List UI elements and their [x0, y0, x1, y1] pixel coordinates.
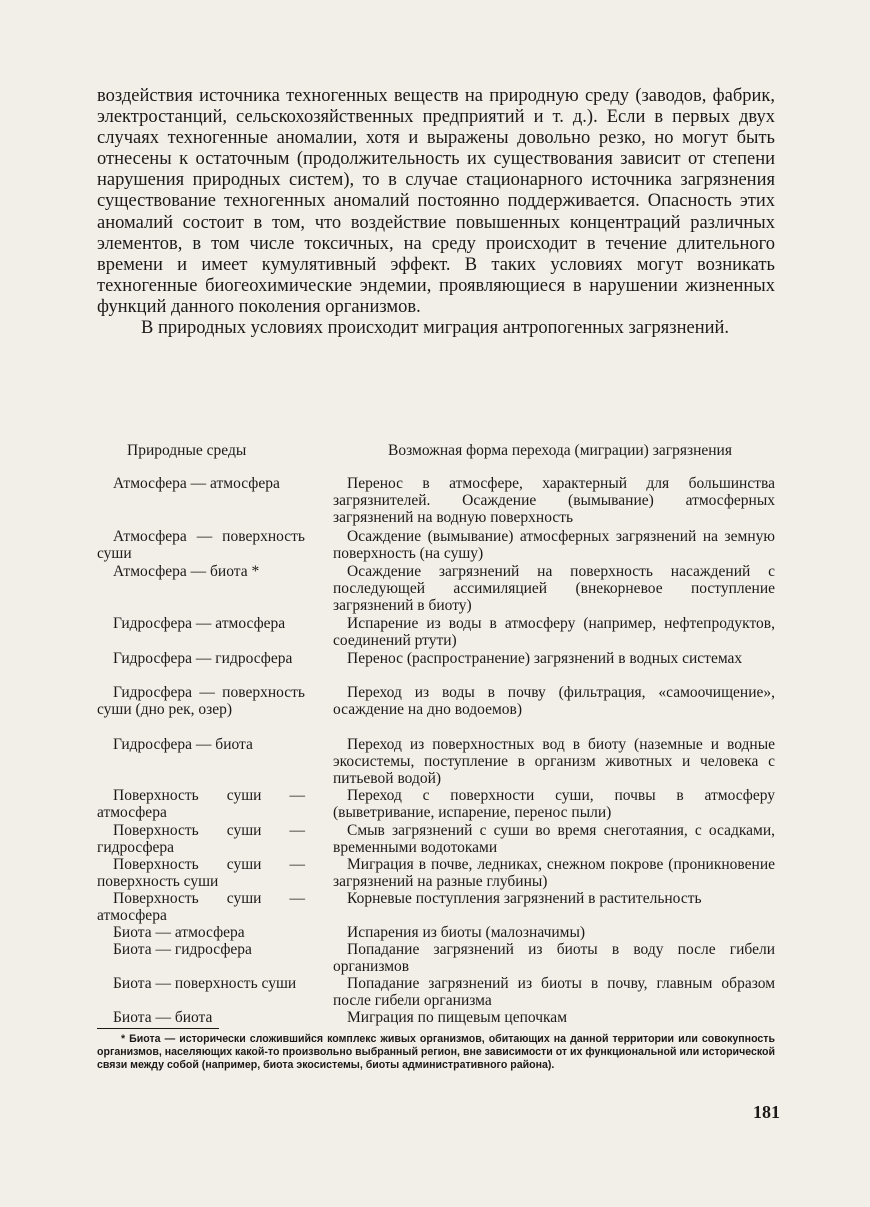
row-media: Биота — гидросфера: [113, 941, 252, 958]
header-migration-form: Возможная форма перехода (миграции) загрязнения: [388, 442, 732, 459]
row-migration: Переход с поверхности суши, почвы в атмосферу (выветривание, испарение, перенос пыли): [333, 787, 775, 822]
row-media: Поверхность суши — гидросфера: [97, 822, 305, 857]
footnote: * Биота — исторически сложившийся комплекс живых организмов, обитающих на данной территории или совокупность организмов, населяющих какой-то произвольно выбранный регион, вне зависимости от их функциональной или исторической связи между собой (например, биота экосистемы, биоты административного района).: [97, 1033, 776, 1072]
row-migration: Перенос (распространение) загрязнений в водных системах: [347, 650, 743, 667]
row-migration: Осаждение загрязнений на поверхность насаждений с последующей ассимиляцией (внекорневое поступление загрязнений в биоту): [333, 563, 775, 615]
row-migration: Миграция в почве, ледниках, снежном покрове (проникновение загрязнений на разные глубины): [333, 856, 775, 891]
row-migration: Переход из воды в почву (фильтрация, «самоочищение», осаждение на дно водоемов): [333, 684, 775, 719]
row-media: Биота — поверхность суши: [113, 975, 297, 992]
row-media: Атмосфера — атмосфера: [113, 475, 280, 492]
main-text: [97, 86, 775, 339]
paragraph: воздействия источника техногенных веществ на природную среду (заводов, фабрик, электростанций, сельскохозяйственных предприятий и т. д.). Если в первых двух случаях техногенные аномалии, хотя и выражены довольно резко, но могут быть отнесены к остаточным (продолжительность их существования зависит от степени нарушения природных систем), то в случае стационарного источника загрязнения существование техногенных аномалий постоянно поддерживается. Опасность этих аномалий состоит в том, что воздействие повышенных концентраций различных элементов, в том числе токсичных, на среду происходит в течение длительного времени и имеет кумулятивный эффект. В таких условиях могут возникать техногенные биогеохимические эндемии, проявляющиеся в нарушении жизненных функций данного поколения организмов.: [97, 86, 775, 317]
row-migration: Испарения из биоты (малозначимы): [347, 924, 586, 941]
row-media: Поверхность суши — атмосфера: [97, 787, 305, 822]
row-media: Поверхность суши — атмосфера: [97, 890, 305, 925]
row-media: Гидросфера — гидросфера: [113, 650, 293, 667]
row-migration: Попадание загрязнений из биоты в воду после гибели организмов: [333, 941, 775, 976]
row-media: Гидросфера — поверхность суши (дно рек, озер): [97, 684, 305, 719]
row-media: Гидросфера — биота: [113, 736, 253, 753]
header-natural-media: Природные среды: [127, 442, 247, 459]
row-migration: Осаждение (вымывание) атмосферных загрязнений на земную поверхность (на сушу): [333, 528, 775, 563]
row-media: Поверхность суши — поверхность суши: [97, 856, 305, 891]
row-migration: Миграция по пищевым цепочкам: [347, 1009, 567, 1026]
row-migration: Смыв загрязнений с суши во время снеготаяния, с осадками, временными водотоками: [333, 822, 775, 857]
table-header: [97, 441, 775, 474]
row-media: Атмосфера — поверхность суши: [97, 528, 305, 563]
paragraph: В природных условиях происходит миграция антропогенных загрязнений.: [141, 318, 730, 339]
row-media: Гидросфера — атмосфера: [113, 615, 286, 632]
row-media: Биота — биота: [113, 1009, 213, 1026]
row-migration: Переход из поверхностных вод в биоту (наземные и водные экосистемы, поступление в организм животных и человека с питьевой водой): [333, 736, 775, 788]
row-media: Атмосфера — биота *: [113, 563, 260, 580]
migration-table: [97, 441, 775, 1026]
row-migration: Корневые поступления загрязнений в растительность: [347, 890, 702, 907]
footnote-divider: [97, 1028, 219, 1029]
row-migration: Попадание загрязнений из биоты в почву, главным образом после гибели организма: [333, 975, 775, 1010]
row-media: Биота — атмосфера: [113, 924, 245, 941]
page-number: 181: [753, 1102, 780, 1122]
row-migration: Перенос в атмосфере, характерный для большинства загрязнителей. Осаждение (вымывание) атмосферных загрязнений на водную поверхность: [333, 475, 775, 527]
row-migration: Испарение из воды в атмосферу (например, нефтепродуктов, соединений ртути): [333, 615, 775, 650]
